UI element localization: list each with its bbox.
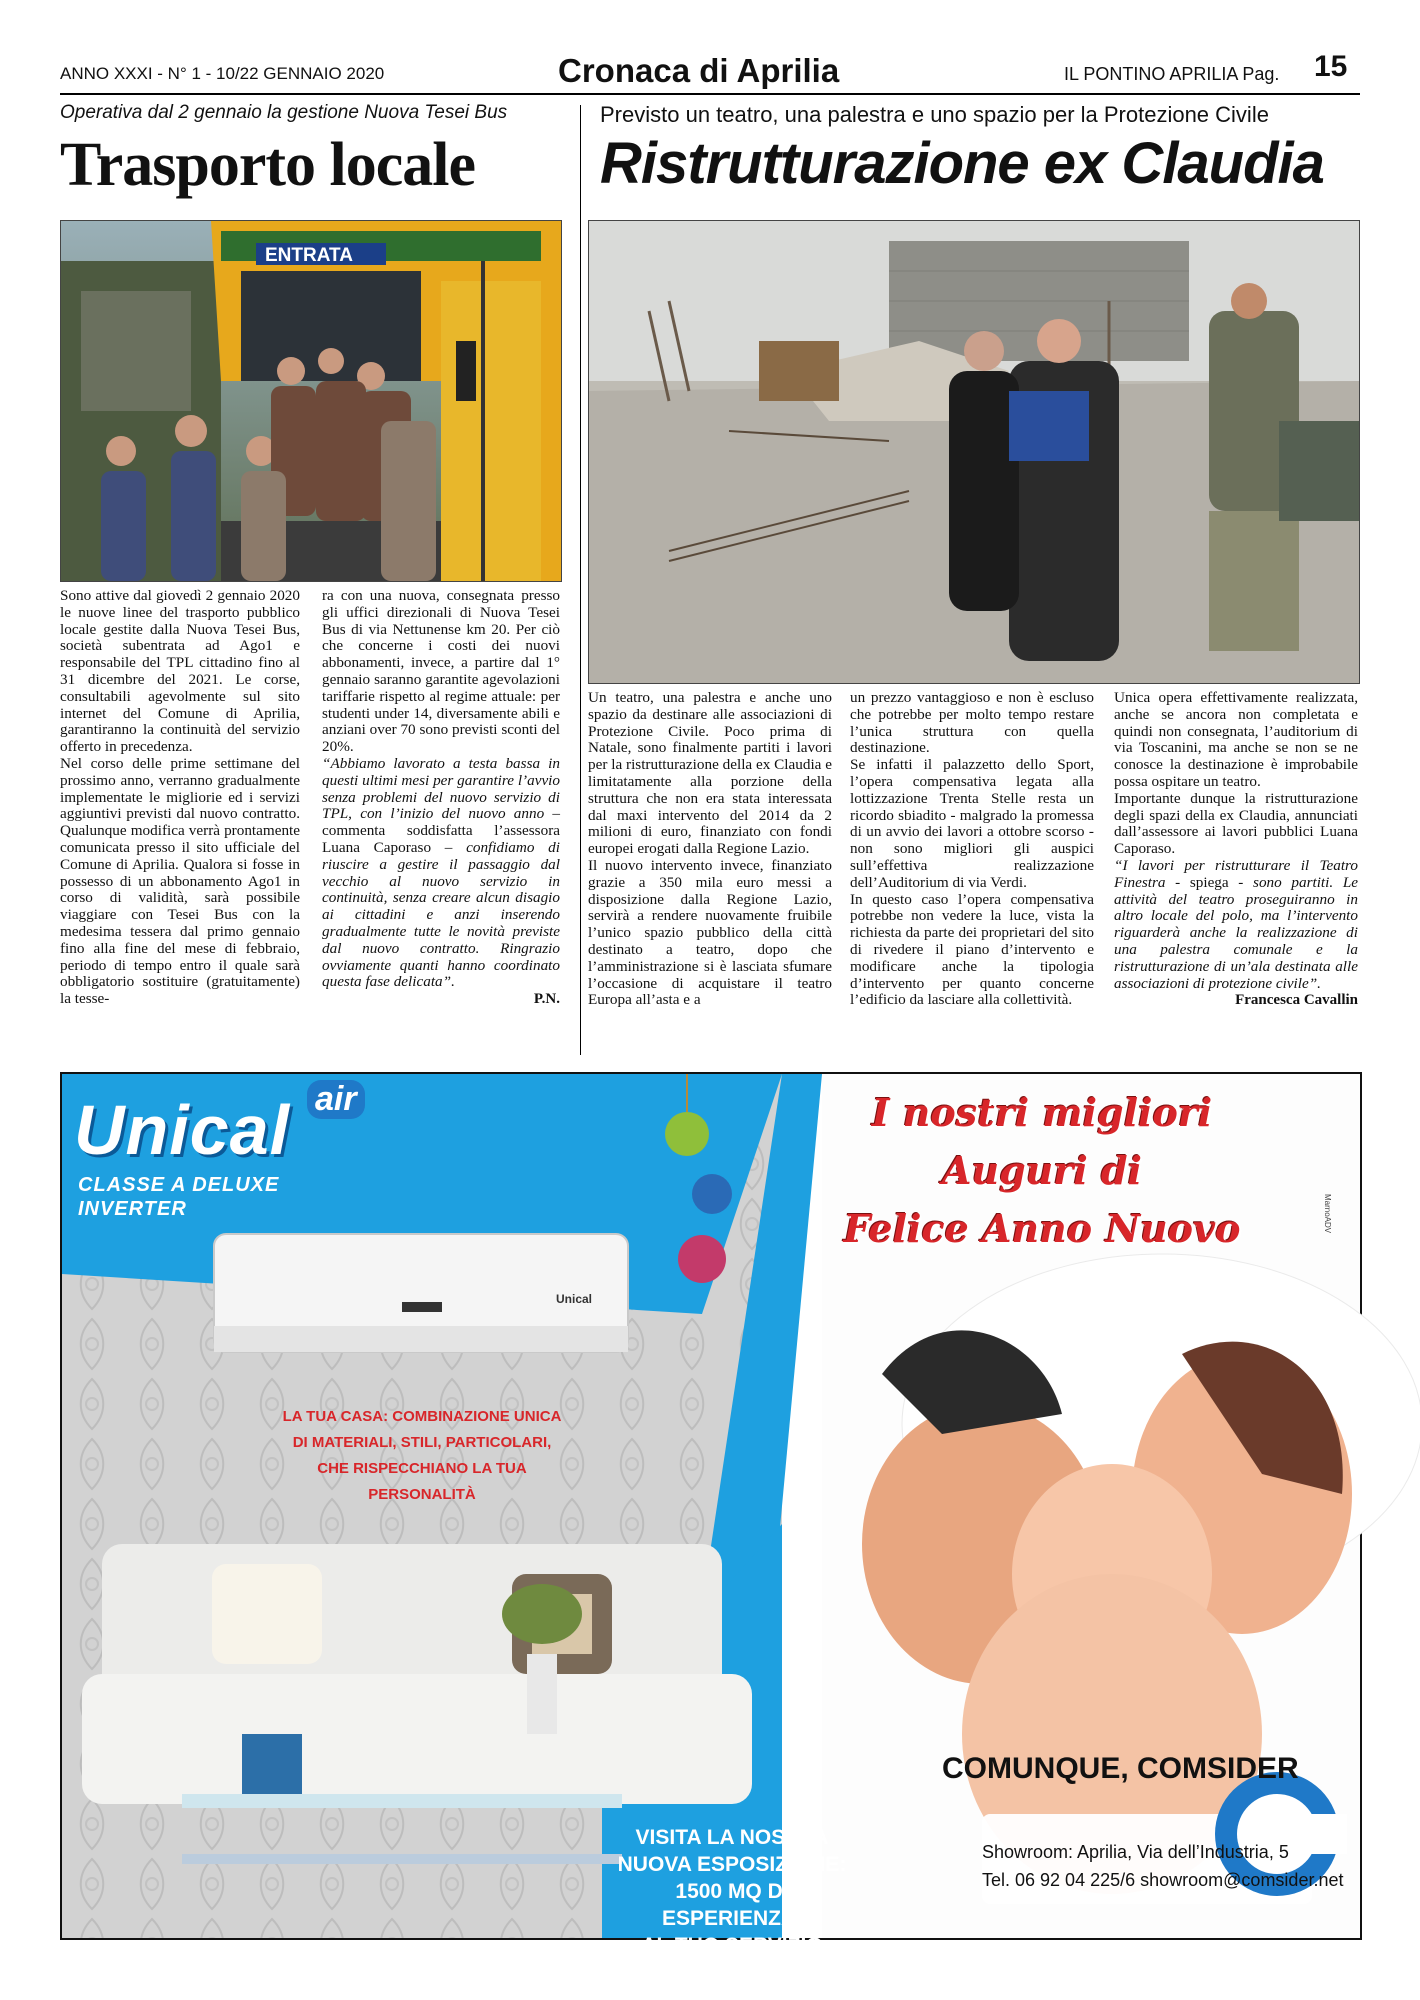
page-number: 15	[1314, 50, 1348, 83]
new-year-greeting	[842, 1084, 1242, 1258]
left-column-2	[322, 588, 560, 1008]
inverter-label: INVERTER	[78, 1198, 187, 1220]
greeting-line: Auguri di	[941, 1148, 1142, 1193]
quote: – confidiamo di riuscire a gestire il passaggio dal vecchio al nuovo servizio in continuità, senza creare alcun disagio ai cittadini e anzi inserendo gradualmente tutte le novità previste dal nuovo contratto. Ringrazio ovviamente quanti hanno coordinato questa fase delicata”.	[322, 838, 560, 991]
construction-photo	[588, 220, 1360, 684]
visit-line: NUOVA ESPOSIZIONE:	[617, 1853, 847, 1876]
showroom-address: Showroom: Aprilia, Via dell’Industria, 5	[982, 1842, 1289, 1862]
quote-paragraph	[1114, 858, 1358, 992]
quote: sono partiti. Le attività del teatro proseguiranno in altro locale del polo, ma l’intervento riguarderà anche la realizzazione di una palestra comunale e la ristrutturazione di un’ala destinata alle associazioni di protezione civile”.	[1114, 873, 1359, 992]
quote: “Abbiamo lavorato a testa bassa in questi ultimi mesi per garantire l’avvio senza problemi del nuovo servizio di TPL, con l’inizio del nuovo anno –	[322, 754, 560, 823]
contact-info: Tel. 06 92 04 225/6 showroom@comsider.net	[982, 1870, 1344, 1890]
ad-slogan	[272, 1404, 572, 1508]
paragraph: Sono attive dal giovedì 2 gennaio 2020 le nuove linee del trasporto pubblico locale gestite dalla Nuova Tesei Bus, società subentrata ad Ago1 e responsabile del TPL cittadino fino al 31 dicembre del 2021. Le corse, consultabili agevolmente sul sito internet del Comune di Aprilia, garantiranno la continuità del servizio offerto in precedenza.	[60, 587, 300, 756]
visit-line: VISITA LA NOSTRA	[635, 1826, 829, 1849]
signature: Francesca Cavallin	[1235, 992, 1358, 1009]
section-title: Cronaca di Aprilia	[558, 52, 840, 89]
greeting-line: Felice Anno Nuovo	[843, 1206, 1241, 1251]
greeting-line: I nostri migliori	[871, 1090, 1213, 1135]
left-kicker: Operativa dal 2 gennaio la gestione Nuova Tesei Bus	[60, 102, 508, 123]
paragraph: Se infatti il palazzetto dello Sport, l’opera compensativa legata alla lottizzazione Trenta Stelle resta un ricordo sbiadito - malgrado la promessa di un avvio dei lavori a ottobre scorso - non sono migliori gli auspici sull’effettiva realizzazione dell’Auditorium di via Verdi.	[850, 756, 1094, 891]
attribution: commenta soddisfatta l’assessora Luana Caporaso	[322, 822, 560, 856]
right-kicker: Previsto un teatro, una palestra e uno spazio per la Protezione Civile	[600, 102, 1269, 127]
paragraph: In questo caso l’opera compensativa potrebbe non vedere la luce, vista la richiesta da parte dei proprietari del sito di rivedere il piano d’intervento e modificare anche la tipologia d’intervento per quanto concerne l’edificio da lasciare alla collettività.	[850, 890, 1094, 1009]
agency-credit: MarnoADV	[1323, 1194, 1332, 1234]
attribution: spiega -	[1180, 873, 1254, 891]
bus-sign-text: ENTRATA	[265, 245, 353, 266]
company-name: COMUNQUE, COMSIDER	[942, 1752, 1299, 1785]
unical-logo	[74, 1090, 290, 1170]
visit-line: 1500 MQ DI ESPERIENZA,	[661, 1880, 803, 1930]
quote: “I lavori per ristrutturare il Teatro Finestra -	[1114, 856, 1358, 891]
paragraph: Importante dunque la ristrutturazione degli spazi della ex Claudia, annunciati dall’assessore ai lavori pubblici Luana Caporaso.	[1114, 789, 1358, 858]
unit-logo: Unical	[556, 1292, 593, 1306]
left-headline: Trasporto locale	[60, 131, 476, 199]
visit-message	[612, 1824, 852, 1959]
energy-class: CLASSE A DELUXE	[78, 1174, 280, 1196]
bus-photo	[60, 220, 562, 582]
paper-name: IL PONTINO APRILIA Pag.	[1064, 64, 1280, 84]
issue-info: ANNO XXXI - N° 1 - 10/22 GENNAIO 2020	[60, 64, 385, 83]
paragraph: un prezzo vantaggioso e non è escluso che potrebbe per molto tempo restare l’unica struttura con quella destinazione.	[850, 689, 1094, 757]
right-headline: Ristrutturazione ex Claudia	[600, 131, 1324, 196]
signature: P.N.	[533, 991, 560, 1008]
paragraph: Il nuovo intervento invece, finanziato grazie a 350 mila euro messi a disposizione dalla Regione Lazio, servirà a rendere nuovamente fruibile l’unico spazio pubblico della città destinato a teatro, dopo che l’amministrazione si è lasciata sfumare l’occasione di acquistare il teatro Europa all’asta e a	[588, 856, 832, 1009]
header-rule	[60, 93, 1360, 95]
paragraph: Nel corso delle prime settimane del prossimo anno, verranno gradualmente implementate le migliorie ed i servizi aggiuntivi previsti dal nuovo contratto. Qualunque modifica verrà prontamente comunicata presso il sito ufficiale del Comune di Aprilia. Qualora si fosse in possesso di un abbonamento Ago1 in corso di validità, sarà possibile viaggiare con Tesei Bus con la medesima tessera dal primo gennaio fino alla fine del mese di febbraio, periodo di tempo entro il quale sarà obbligatorio sostituire (gratuitamente) la tesse-	[60, 754, 300, 1008]
visit-line: AL TUO SERVIZIO	[641, 1934, 823, 1957]
advertisement	[60, 1072, 1362, 1957]
brand-air-badge: air	[307, 1080, 365, 1119]
right-column-2	[850, 690, 1094, 1009]
right-column-3	[1114, 690, 1358, 1009]
column-divider	[580, 105, 581, 1055]
slogan-line: LA TUA CASA: COMBINAZIONE UNICA	[282, 1408, 562, 1425]
paragraph: ra con una nuova, consegnata presso gli uffici direzionali di Nuova Tesei Bus di via Nettunense km 20. Per ciò che concerne i costi dei nuovi abbonamenti, invece, a partire dal 1° gennaio saranno garantite agevolazioni tariffarie rispetto al regime attuale: per studenti under 14, diversamente abili e anziani over 70 sono previsti sconti del 20%.	[322, 587, 560, 756]
paragraph: Unica opera effettivamente realizzata, anche se ancora non completata e quindi non consegnata, l’auditorium di via Toscanini, ma anche se non se ne conosce la destinazione è improbabile possa ospitare un teatro.	[1114, 689, 1358, 790]
slogan-line: DI MATERIALI, STILI, PARTICOLARI,	[292, 1434, 552, 1451]
right-column-1	[588, 690, 832, 1009]
slogan-line: CHE RISPECCHIANO LA TUA PERSONALITÀ	[317, 1460, 527, 1503]
paragraph: Un teatro, una palestra e anche uno spazio da destinare alle associazioni di Protezione Civile. Poco prima di Natale, sono finalmente partiti i lavori per la ristrutturazione della ex Claudia e limitatamente alla porzione della struttura che non era stata interessata dal maxi intervento del 2014 da 2 milioni di euro, finanziato con fondi europei erogati dalla Regione Lazio.	[588, 689, 832, 858]
brand-name: Unical	[74, 1091, 291, 1169]
quote-paragraph	[322, 756, 560, 991]
left-column-1	[60, 588, 300, 1008]
